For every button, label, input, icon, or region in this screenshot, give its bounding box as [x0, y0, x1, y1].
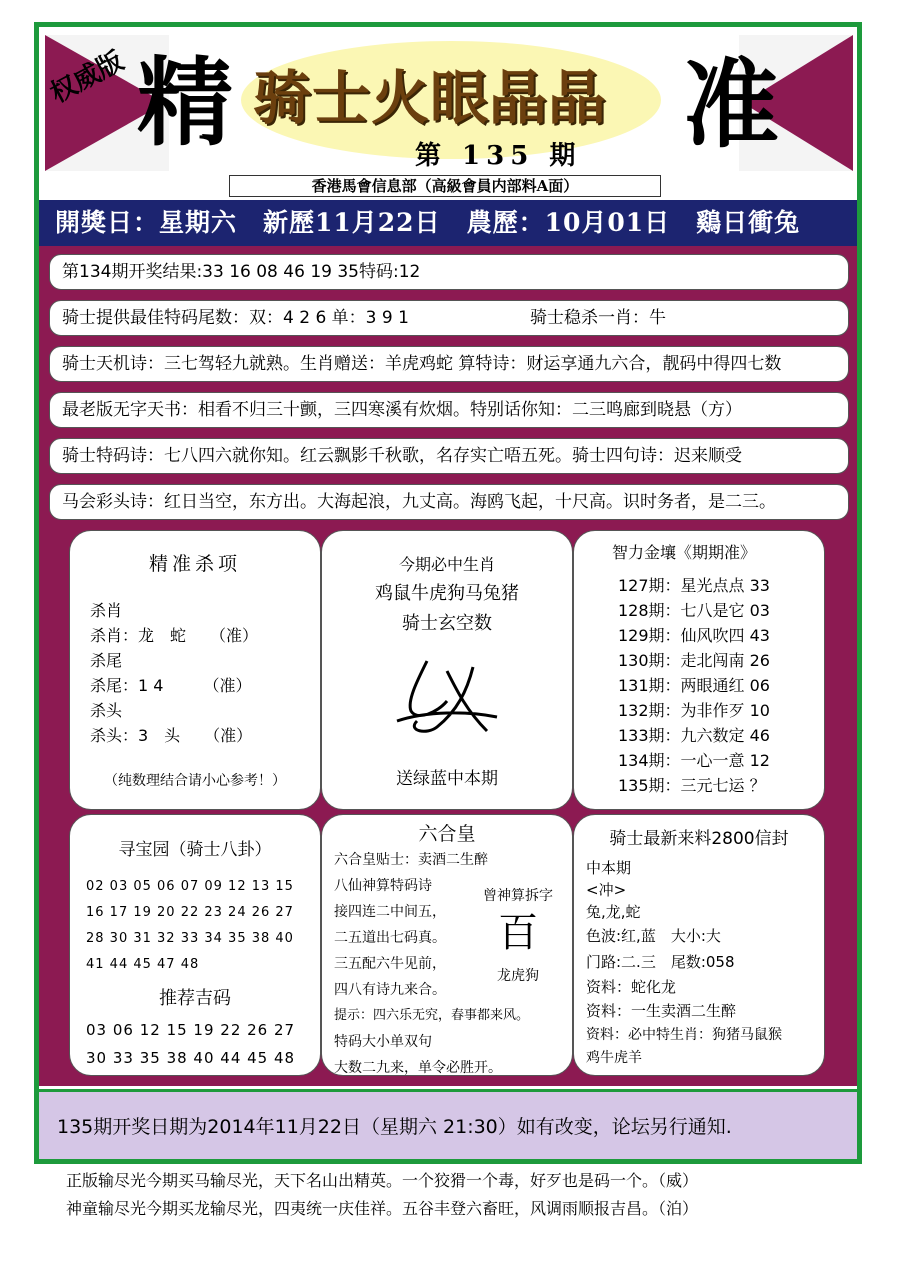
header	[45, 35, 853, 171]
wisdom-item: 134期：一心一意 12	[618, 751, 770, 770]
letter-title: 骑士最新来料2800信封	[609, 829, 789, 849]
liuhe-tip: 提示：四六乐无究，春事都来风。	[334, 1008, 530, 1023]
draw-date-bar: 開獎日：星期六 新歷11月22日 農歷：10月01日 鷄日衝兔	[39, 200, 857, 246]
poem-row-2: 最老版无字天书：相看不归三十颤，三四寒溪有炊烟。特别话你知：二三鸣廊到晓悬（方）	[49, 392, 849, 428]
kill-one: 骑士稳杀一肖：牛	[530, 308, 666, 328]
bottom-poem-1: 正版输尽光今期买马输尽光，天下名山出精英。一个狡猾一个毒，好歹也是码一个。（威）	[66, 1171, 699, 1190]
letter-line: <冲>	[586, 881, 627, 899]
must-panel	[321, 530, 573, 810]
letter-line: 资料：必中特生肖：狗猪马鼠猴	[586, 1027, 782, 1043]
must-title: 今期必中生肖	[398, 555, 495, 574]
liuhe-line: 特码大小单双句	[334, 1034, 432, 1050]
liuhe-line: 六合皇贴士：卖酒二生醉	[334, 852, 488, 868]
must-subtitle: 骑士玄空数	[402, 613, 492, 634]
wisdom-list	[618, 573, 824, 798]
number-line: 41 44 45 47 48	[86, 957, 200, 972]
kill-list	[90, 598, 300, 748]
letter-list	[586, 857, 824, 1069]
recommend-title: 推荐吉码	[159, 988, 231, 1009]
liuhe-line: 三五配六牛见前，	[334, 956, 446, 972]
letter-line: 鸡牛虎羊	[586, 1050, 642, 1066]
wisdom-item: 132期：为非作歹 10	[618, 701, 770, 720]
wisdom-item: 129期：仙风吹四 43	[618, 626, 770, 645]
kill-title: 精准杀项	[148, 553, 241, 575]
wisdom-panel	[573, 530, 825, 810]
edition-label: 权威版	[45, 46, 129, 110]
letter-line: 资料：一生卖酒二生醉	[586, 1002, 737, 1020]
wisdom-item: 131期：两眼通红 06	[618, 676, 770, 695]
char-split	[472, 885, 564, 985]
liuhe-line: 八仙神算特码诗	[334, 878, 432, 894]
wisdom-item: 135期：三元七运 ？	[618, 776, 766, 795]
kill-note: （纯数理结合请小心参考！）	[104, 773, 286, 789]
number-line: 28 30 31 32 33 34 35 38 40	[86, 931, 294, 946]
must-bottom: 送绿蓝中本期	[396, 769, 498, 789]
kill-line: 杀肖：龙 蛇 （准）	[90, 626, 259, 645]
liuhe-title: 六合皇	[418, 823, 476, 845]
letter-line: 色波:红,蓝 大小:大	[586, 927, 721, 945]
poem-row-1: 骑士天机诗：三七驾轻九就熟。生肖赠送：羊虎鸡蛇 算特诗：财运享通九六合，靓码中得四七数	[49, 346, 849, 382]
letter-line: 资料：蛇化龙	[586, 978, 677, 996]
bottom-poem-2: 神童输尽光今期买龙输尽光，四夷统一庆佳祥。五谷丰登六畜旺，风调雨顺报吉昌。（泊）	[66, 1199, 699, 1218]
liuhe-line: 大数二九来，单令必胜开。	[334, 1060, 502, 1076]
number-line: 30 33 35 38 40 44 45 48	[86, 1049, 296, 1067]
tail-numbers: 骑士提供最佳特码尾数：双：4 2 6 单：3 9 1	[62, 308, 409, 328]
tail-row	[49, 300, 849, 336]
poem-row-3: 骑士特码诗：七八四六就你知。红云飘影千秋歌，名存实亡唔五死。骑士四句诗：迟来顺受	[49, 438, 849, 474]
char-split-answer: 龙虎狗	[497, 968, 539, 984]
letter-panel	[573, 814, 825, 1076]
letter-line: 兔,龙,蛇	[586, 903, 641, 921]
kill-line: 杀尾	[90, 651, 123, 670]
kill-panel	[69, 530, 321, 810]
big-char-right: 准	[683, 48, 779, 161]
char-split-title: 曾神算拆字	[483, 888, 553, 904]
treasure-panel	[69, 814, 321, 1076]
wisdom-item: 133期：九六数定 46	[618, 726, 770, 745]
kill-line: 杀头	[90, 701, 123, 720]
big-char-left: 精	[137, 46, 233, 159]
wisdom-title: 智力金壤《期期准》	[612, 543, 757, 562]
number-line: 02 03 05 06 07 09 12 13 15	[86, 879, 294, 894]
must-zodiacs: 鸡鼠牛虎狗马兔猪	[375, 583, 519, 604]
page-frame	[34, 22, 862, 1164]
main-title: 骑士火眼晶晶	[253, 64, 608, 132]
treasure-title: 寻宝园（骑士八卦）	[118, 840, 272, 860]
liuhe-panel	[321, 814, 573, 1076]
kill-line: 杀头：3 头 （准）	[90, 726, 253, 745]
treasure-numbers	[86, 874, 320, 978]
info-bar: 香港馬會信息部（高級會員内部料A面）	[229, 175, 661, 197]
kill-line: 杀肖	[90, 601, 123, 620]
liuhe-line: 二五道出七码真。	[334, 930, 446, 946]
number-line: 16 17 19 20 22 23 24 26 27	[86, 905, 294, 920]
number-line: 03 06 12 15 19 22 26 27	[86, 1021, 296, 1039]
char-split-char: 百	[498, 910, 538, 956]
notice-bar: 135期开奖日期为2014年11月22日（星期六 21:30）如有改变，论坛另行通知.	[39, 1089, 857, 1159]
wisdom-item: 128期：七八是它 03	[618, 601, 770, 620]
poem-row-4: 马会彩头诗：红日当空，东方出。大海起浪，九丈高。海鸥飞起，十尺高。识时务者，是二三。	[49, 484, 849, 520]
letter-line: 门路:二.三 尾数:058	[586, 953, 735, 971]
handwritten-signature	[387, 651, 507, 751]
recommend-numbers	[86, 1016, 320, 1072]
content-area	[39, 246, 857, 1086]
liuhe-line: 接四连二中间五，	[334, 904, 446, 920]
last-result-row: 第134期开奖结果:33 16 08 46 19 35特码:12	[49, 254, 849, 290]
wisdom-item: 127期：星光点点 33	[618, 576, 770, 595]
letter-line: 中本期	[586, 859, 632, 877]
issue-number: 第 135 期	[415, 141, 582, 171]
wisdom-item: 130期：走北闯南 26	[618, 651, 770, 670]
kill-line: 杀尾：1 4 （准）	[90, 676, 252, 695]
liuhe-line: 四八有诗九来合。	[334, 982, 446, 998]
